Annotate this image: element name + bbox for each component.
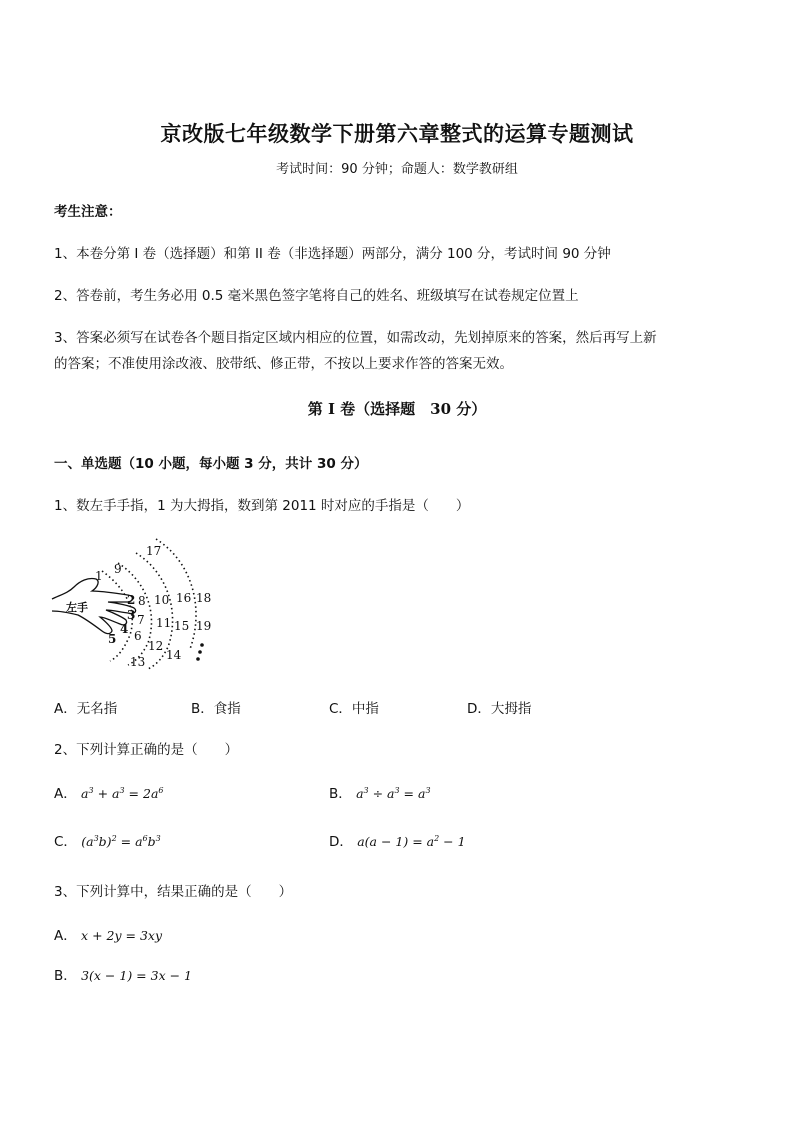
finger-number: 12 — [148, 639, 164, 653]
question-3-stem: 3、下列计算中，结果正确的是（ ） — [54, 884, 293, 900]
continuation-dot — [200, 643, 204, 647]
option-a-formula: $a^3 + a^3 = 2a^6$ — [81, 785, 164, 801]
option-b-formula: $a^3 \div a^3 = a^3$ — [356, 785, 431, 801]
question-1-option-a: A．无名指 — [54, 701, 118, 717]
option-letter: A． — [54, 786, 77, 802]
finger-number: 17 — [146, 544, 162, 558]
question-1-option-d: D．大拇指 — [467, 701, 532, 717]
finger-number: 15 — [174, 619, 190, 633]
hand-label: 左手 — [66, 601, 88, 614]
finger-number: 3 — [127, 608, 136, 622]
finger-number: 6 — [134, 629, 142, 643]
option-a-formula: x + 2y = 3xy — [81, 928, 163, 943]
finger-number: 4 — [120, 622, 129, 636]
finger-number: 14 — [166, 648, 182, 662]
hand-counting-figure — [50, 535, 220, 670]
continuation-dot — [196, 657, 200, 661]
notice-item-2: 2、答卷前，考生务必用 0.5 毫米黑色签字笔将自己的姓名、班级填写在试卷规定位置上 — [54, 288, 579, 304]
finger-number: 5 — [108, 632, 117, 646]
page-title: 京改版七年级数学下册第六章整式的运算专题测试 — [160, 121, 634, 146]
notice-heading: 考生注意： — [54, 204, 122, 220]
question-2-option-d — [329, 830, 466, 850]
question-2-option-c — [54, 830, 161, 850]
question-1-option-c: C．中指 — [329, 701, 379, 717]
question-1-stem: 1、数左手手指，1 为大拇指，数到第 2011 时对应的手指是（ ） — [54, 498, 470, 514]
notice-item-3-continued: 的答案；不准使用涂改液、胶带纸、修正带，不按以上要求作答的答案无效。 — [54, 356, 513, 372]
option-letter: C． — [54, 834, 77, 850]
finger-number: 8 — [138, 594, 146, 608]
question-2-option-a — [54, 782, 163, 802]
option-letter: D． — [329, 834, 353, 850]
option-letter: A． — [54, 928, 77, 944]
question-2-option-b — [329, 782, 431, 802]
exam-info: 考试时间：90 分钟；命题人：数学教研组 — [276, 162, 518, 177]
option-letter: B． — [329, 786, 352, 802]
section-title: 第 I 卷（选择题 30 分） — [307, 400, 487, 418]
finger-number: 10 — [154, 593, 170, 607]
continuation-dot — [198, 650, 202, 654]
finger-number: 1 — [95, 569, 103, 583]
notice-item-3: 3、答案必须写在试卷各个题目指定区域内相应的位置，如需改动，先划掉原来的答案，然后再写上新 — [54, 330, 657, 346]
finger-number: 7 — [137, 613, 145, 627]
option-letter: B． — [54, 968, 77, 984]
option-c-formula: $(a^3b)^2 = a^6b^3$ — [81, 833, 161, 849]
question-2-stem: 2、下列计算正确的是（ ） — [54, 742, 239, 758]
finger-number: 13 — [130, 655, 146, 669]
option-b-formula: 3(x − 1) = 3x − 1 — [81, 968, 192, 983]
finger-number: 2 — [127, 593, 136, 607]
option-d-formula: $a(a - 1) = a^2 - 1$ — [357, 833, 466, 849]
finger-number: 9 — [114, 562, 122, 576]
finger-number: 16 — [176, 591, 192, 605]
question-3-option-b — [54, 964, 192, 984]
question-3-option-a — [54, 924, 162, 944]
finger-number: 11 — [156, 616, 172, 630]
finger-number: 18 — [196, 591, 212, 605]
part-title: 一、单选题（10 小题，每小题 3 分，共计 30 分） — [54, 456, 368, 472]
question-1-option-b: B．食指 — [191, 701, 241, 717]
finger-number: 19 — [196, 619, 212, 633]
notice-item-1: 1、本卷分第 I 卷（选择题）和第 II 卷（非选择题）两部分，满分 100 分，考试时间 90 分钟 — [54, 246, 611, 262]
